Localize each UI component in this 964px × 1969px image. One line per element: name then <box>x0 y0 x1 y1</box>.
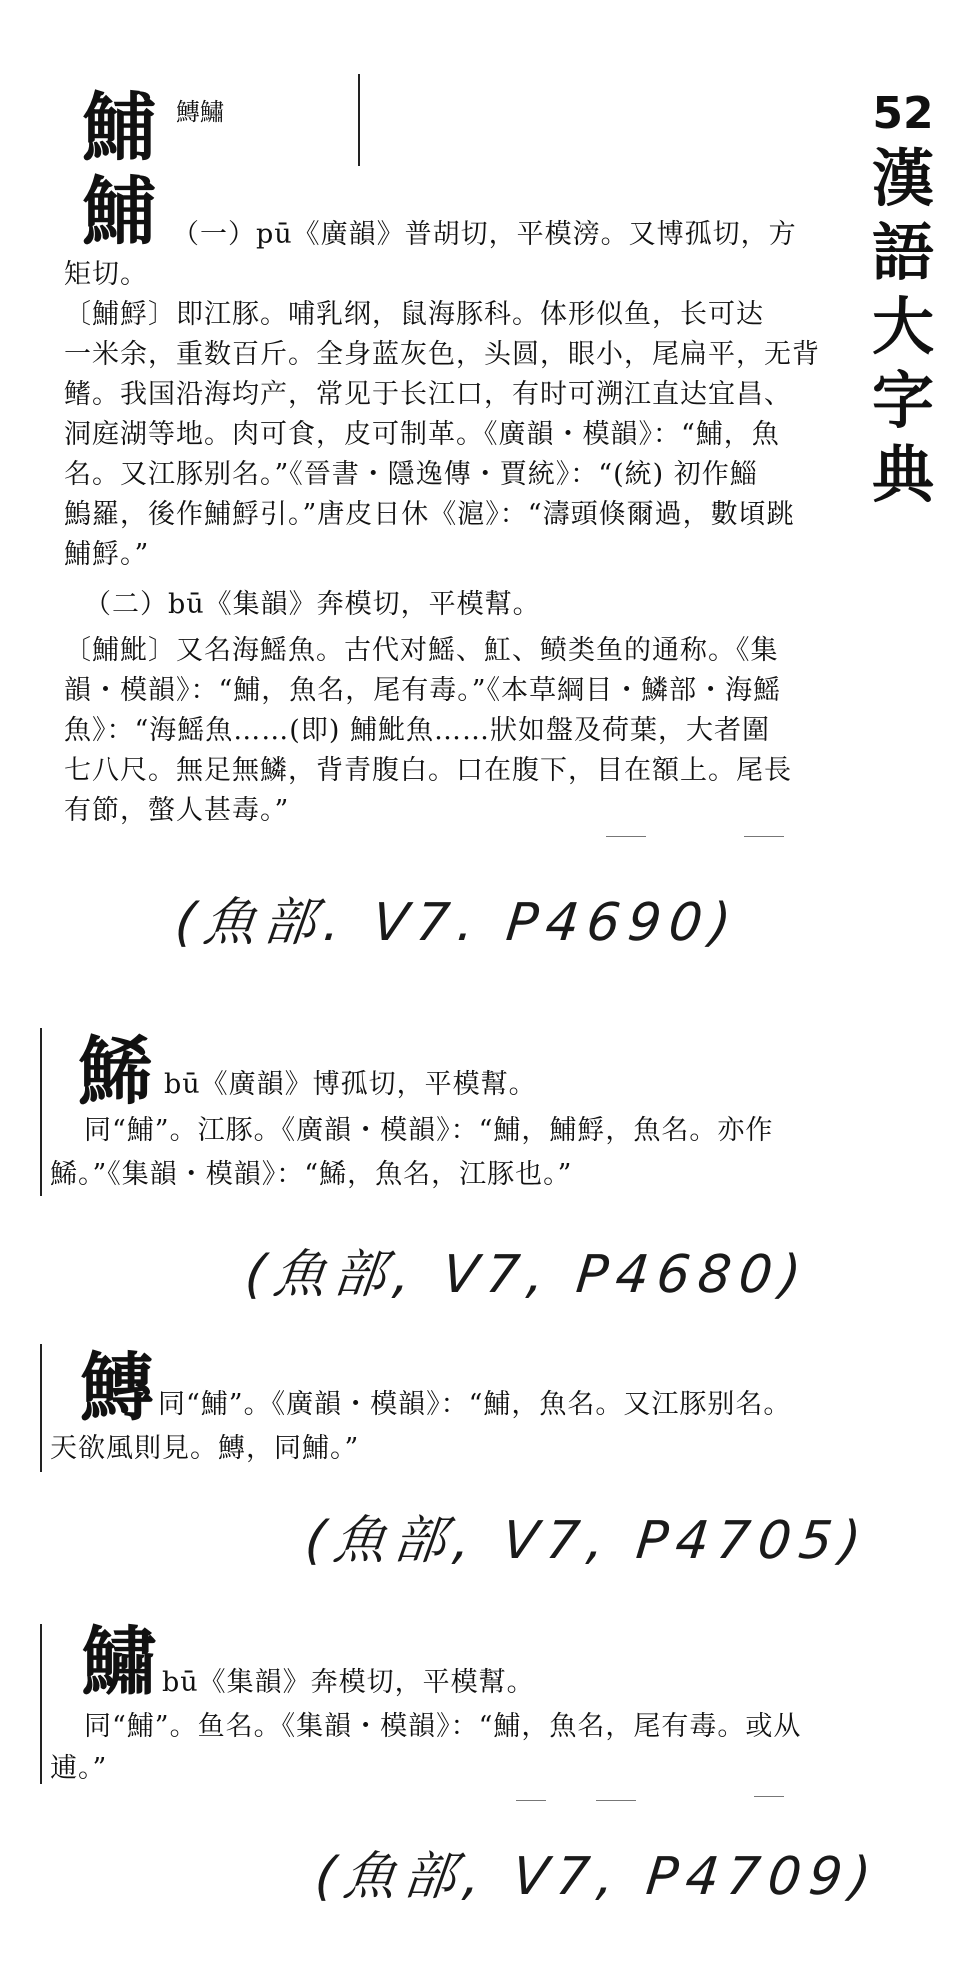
rule-mark <box>606 836 646 837</box>
handwritten-reference-4: (魚部, V7, P4709) <box>312 1847 882 1907</box>
handwritten-reference-3: (魚部, V7, P4705) <box>302 1511 872 1571</box>
variant-chars: 鱄鱐 <box>176 98 224 126</box>
entry1-line-9: 鯆䱐。” <box>64 539 150 570</box>
title-char-3: 大 <box>871 290 934 363</box>
entry1-line-12: 韻・模韻》：“鯆，魚名，尾有毒。”《本草綱目・鱗部・海鰩 <box>64 675 782 706</box>
entry1-line-5: 鳍。我国沿海均产，常见于长江口，有时可溯江直达宜昌、 <box>64 379 792 410</box>
handwritten-reference-1: (魚部. V7. P4690) <box>172 893 742 953</box>
entry1-line-14: 七八尺。無足無鱗，背青腹白。口在腹下，目在額上。尾長 <box>64 755 792 786</box>
entry1-line-15: 有節，螫人甚毒。” <box>64 795 290 826</box>
rule-mark <box>516 1800 546 1801</box>
entry1-line-6: 洞庭湖等地。肉可食，皮可制革。《廣韻・模韻》：“鯆，魚 <box>64 419 780 450</box>
entry-left-rule <box>40 1028 42 1196</box>
head-char-main: 鯆 <box>82 169 156 255</box>
title-char-1: 漢 <box>871 142 934 215</box>
entry1-line-1: （一）pū《廣韻》普胡切，平模滂。又博孤切，方 <box>172 219 797 250</box>
entry1-line-13: 魚》：“海鰩魚……(即) 鯆魮魚……狀如盤及荷葉，大者圍 <box>64 715 770 746</box>
entry1-line-8: 鰞羅，後作鯆䱐引。”唐皮日休《滬》：“濤頭倏爾過，數頃跳 <box>64 499 795 530</box>
entry1-line-11: 〔鯆魮〕又名海鰩魚。古代对鰩、魟、鲼类鱼的通称。《集 <box>64 635 779 666</box>
rule-mark <box>744 836 784 837</box>
entry1-line-2: 矩切。 <box>64 259 148 290</box>
entry2-line-1: 同“鯆”。江豚。《廣韻・模韻》：“鯆，鯆䱐，魚名。亦作 <box>84 1115 774 1146</box>
entry-left-rule <box>40 1344 42 1472</box>
entry1-line-7: 名。又江豚别名。”《晉書・隱逸傳・賈統》：“(統) 初作鯔 <box>64 459 758 490</box>
entry3-line-2: 天欲風則見。鱄，同鯆。” <box>50 1433 360 1464</box>
entry4-line-2: 逋。” <box>50 1753 108 1784</box>
head-char-top: 鯆 <box>82 85 156 171</box>
entry4-line-1: 同“鯆”。鱼名。《集韻・模韻》：“鯆，魚名，尾有毒。或从 <box>84 1711 802 1742</box>
rule-mark <box>754 1796 784 1797</box>
title-char-4: 字 <box>871 364 934 437</box>
head-char-entry2: 鯑 <box>78 1029 152 1115</box>
entry1-line-3: 〔鯆䱐〕即江豚。哺乳纲，鼠海豚科。体形似鱼，长可达 <box>64 299 764 330</box>
title-char-2: 語 <box>871 216 934 289</box>
entry4-reading: bū《集韻》奔模切，平模幫。 <box>162 1667 535 1698</box>
entry3-line-1: 同“鯆”。《廣韻・模韻》：“鯆，魚名。又江豚别名。 <box>158 1389 792 1420</box>
head-char-entry3: 鱄 <box>80 1345 154 1431</box>
rule-mark <box>596 1800 636 1801</box>
dictionary-title <box>858 86 948 512</box>
entry-left-rule <box>40 1624 42 1784</box>
entry2-line-2: 鯑。”《集韻・模韻》：“鯑，魚名，江豚也。” <box>50 1159 573 1190</box>
page-number: 52 <box>872 88 934 139</box>
head-char-entry4: 鱐 <box>82 1619 156 1705</box>
title-char-5: 典 <box>871 438 934 511</box>
entry1-line-4: 一米余，重数百斤。全身蓝灰色，头圆，眼小，尾扁平，无背 <box>64 339 820 370</box>
entry2-reading: bū《廣韻》博孤切，平模幫。 <box>164 1069 537 1100</box>
entry1-line-10: （二）bū《集韻》奔模切，平模幫。 <box>84 589 541 620</box>
column-divider <box>358 74 360 166</box>
handwritten-reference-2: (魚部, V7, P4680) <box>242 1245 812 1305</box>
